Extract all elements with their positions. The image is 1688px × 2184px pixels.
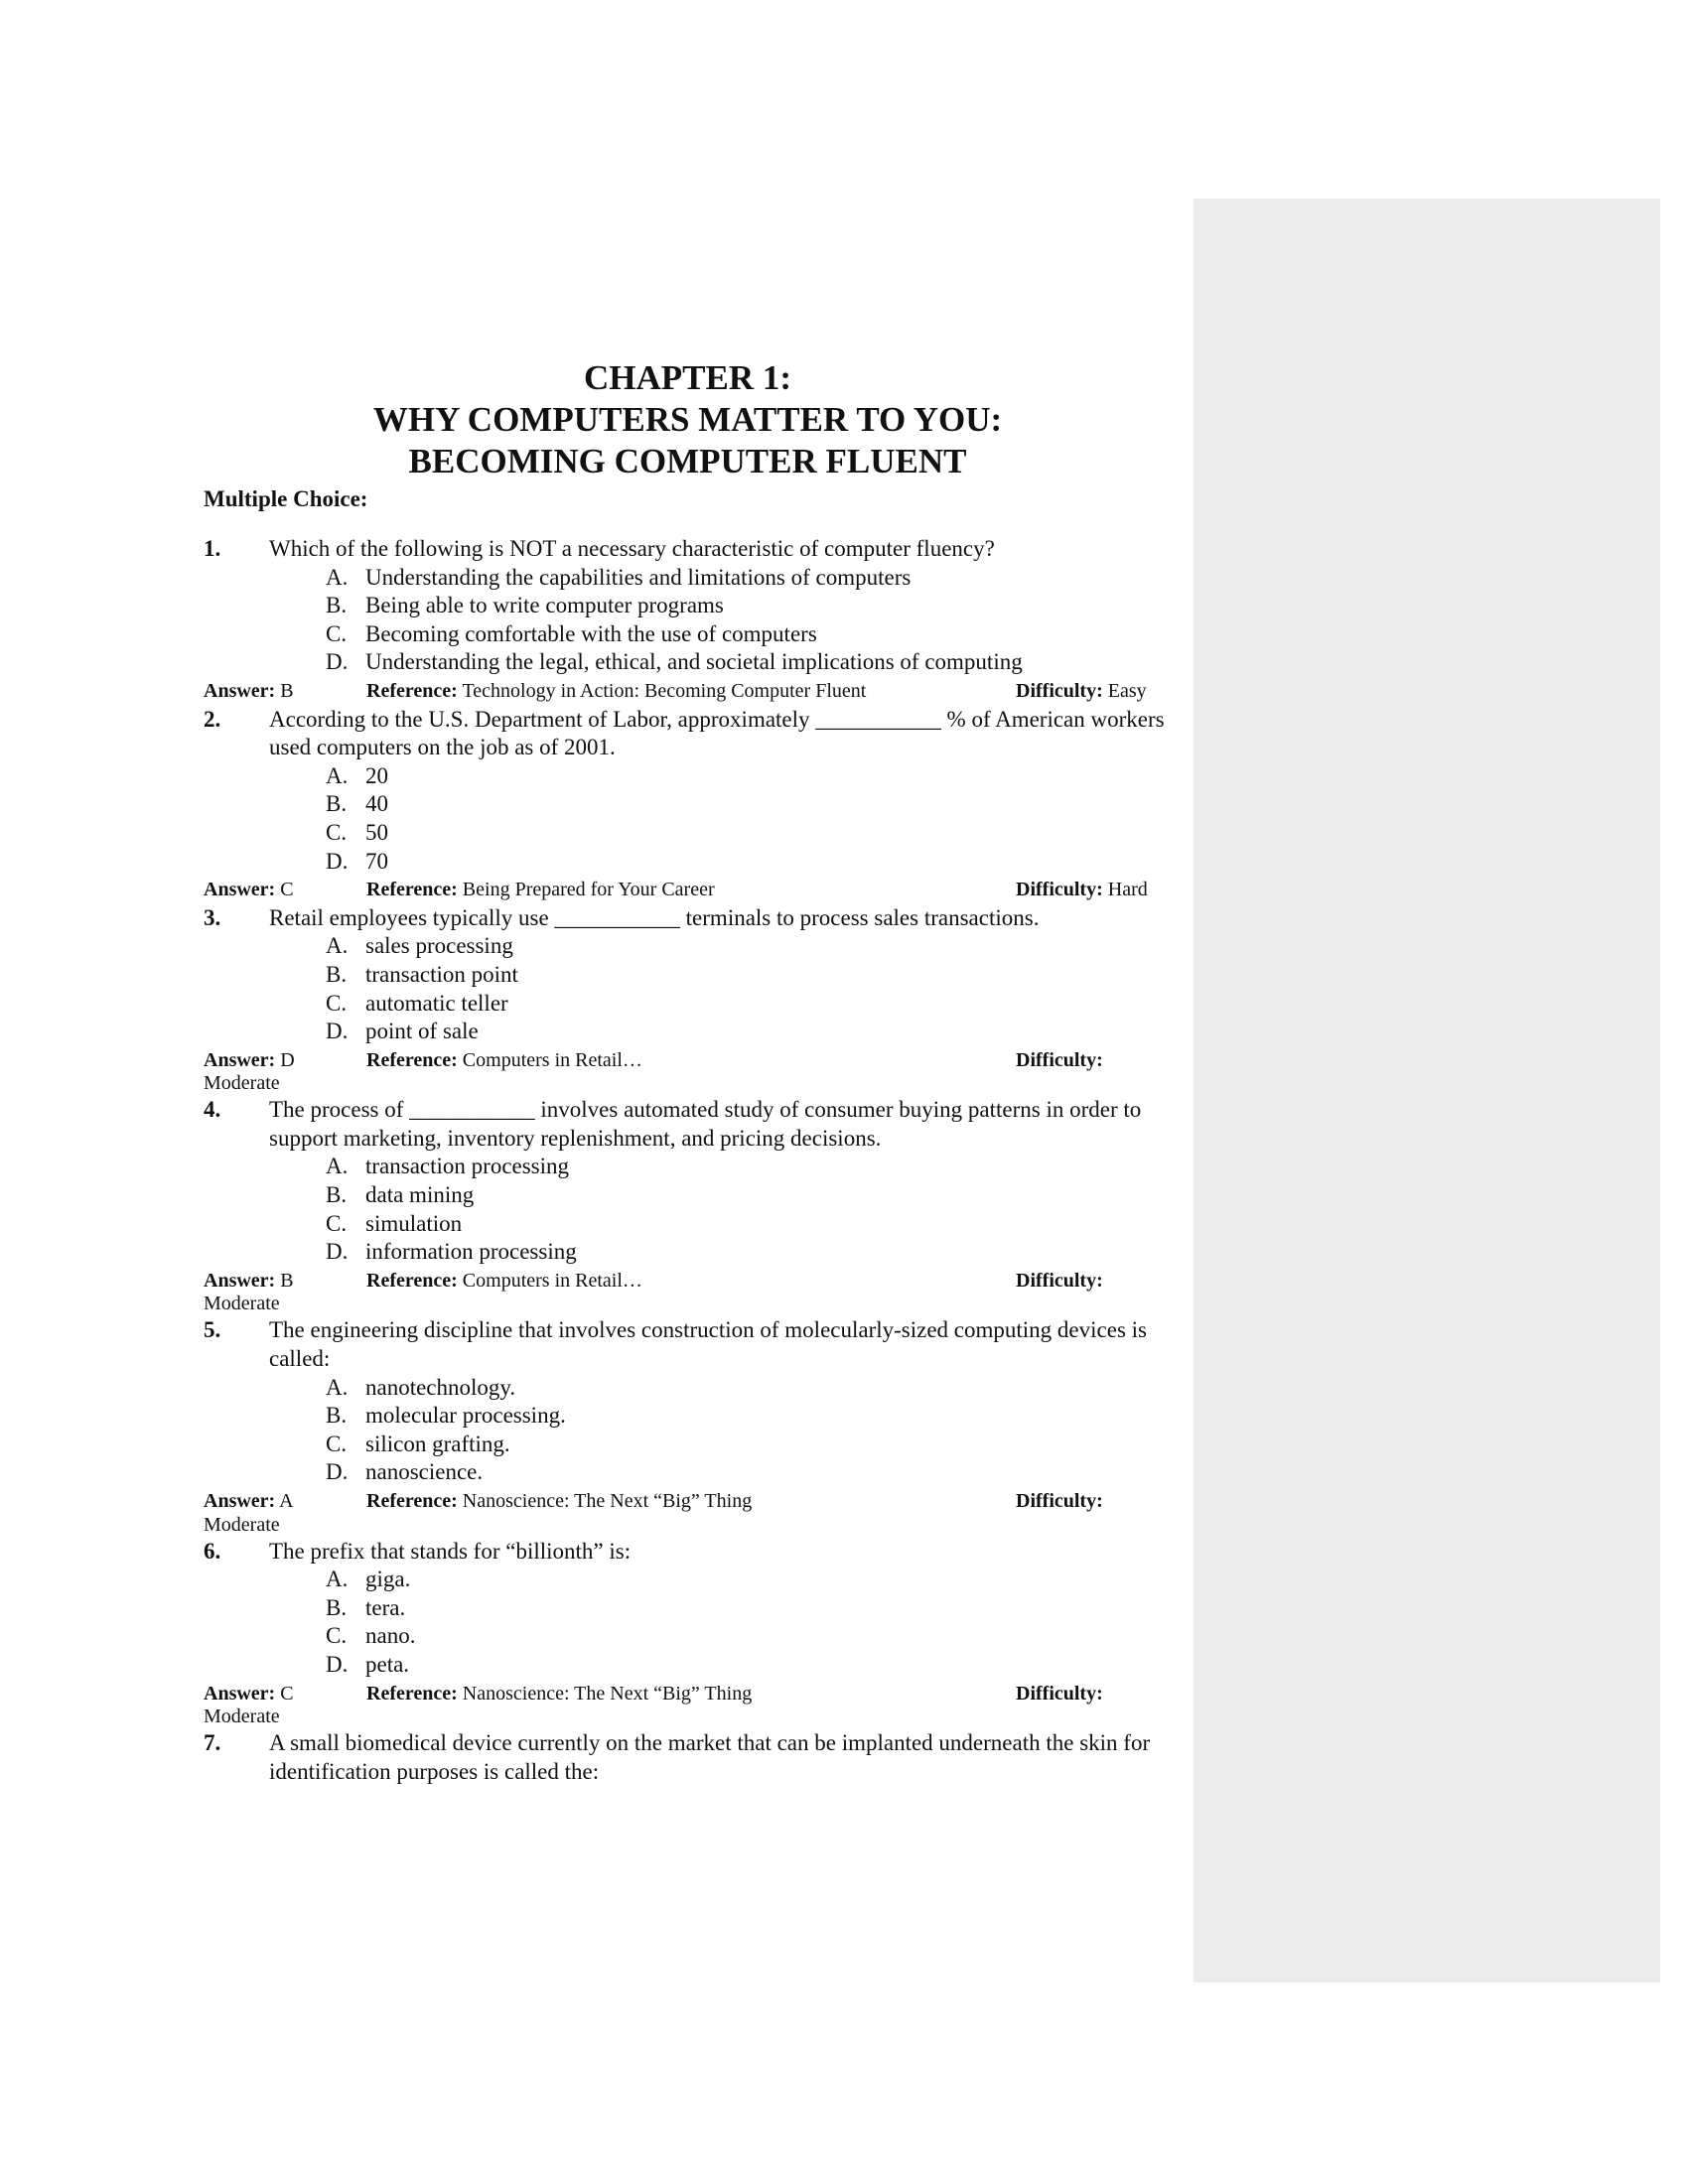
option-text: sales processing (365, 933, 513, 959)
answer-option (204, 1210, 1177, 1239)
option-text: 20 (365, 762, 388, 788)
reference-label: Reference: (366, 1048, 458, 1071)
difficulty-label: Difficulty: (1016, 1269, 1103, 1292)
answer-option (204, 648, 1177, 677)
option-letter: B. (326, 1182, 348, 1208)
answer-label: Answer: (204, 879, 276, 901)
question-stem (204, 535, 1177, 564)
reference-value: Being Prepared for Your Career (462, 879, 715, 901)
difficulty-label: Difficulty: (1016, 1048, 1103, 1071)
reference-label: Reference: (366, 679, 458, 702)
option-letter: D. (326, 1651, 349, 1677)
answer-option (204, 819, 1177, 848)
option-letter: C. (326, 819, 348, 845)
answer-option (204, 762, 1177, 791)
option-letter: B. (326, 1403, 348, 1429)
difficulty-field (1016, 1267, 1103, 1296)
difficulty-value: Moderate (204, 1293, 280, 1315)
answer-option (204, 961, 1177, 990)
answer-value: A (279, 1490, 294, 1512)
reference-value: Computers in Retail… (462, 1048, 642, 1071)
difficulty-value: Moderate (204, 1513, 280, 1536)
difficulty-label: Difficulty: (1016, 1682, 1103, 1705)
answer-meta-line (204, 876, 1177, 904)
question-list (204, 535, 1177, 1786)
option-text: nanotechnology. (365, 1374, 516, 1400)
answer-value: C (280, 1682, 294, 1705)
difficulty-field (1016, 1046, 1103, 1075)
option-text: 40 (365, 791, 388, 817)
section-heading: Multiple Choice: (204, 486, 368, 511)
reference-value: Technology in Action: Becoming Computer Fluent (462, 679, 867, 702)
option-text: transaction processing (365, 1154, 570, 1179)
answer-value: D (280, 1048, 295, 1071)
difficulty-value: Hard (1107, 879, 1148, 901)
answer-value: B (280, 1269, 294, 1292)
answer-meta-line (204, 1046, 1177, 1075)
option-text: nanoscience. (365, 1459, 484, 1485)
option-text: data mining (365, 1182, 475, 1208)
difficulty-value: Easy (1107, 679, 1147, 702)
option-text: molecular processing. (365, 1403, 566, 1429)
option-letter: A. (326, 564, 349, 590)
answer-option (204, 1238, 1177, 1267)
title-line: BECOMING COMPUTER FLUENT (408, 442, 967, 480)
option-text: nano. (365, 1623, 416, 1649)
difficulty-label: Difficulty: (1016, 1490, 1103, 1512)
option-text: tera. (365, 1594, 406, 1620)
question-number: 7. (204, 1730, 221, 1756)
option-text: 70 (365, 848, 388, 874)
answer-option (204, 848, 1177, 877)
answer-option (204, 932, 1177, 961)
difficulty-field (1016, 876, 1148, 904)
answer-option (204, 1374, 1177, 1403)
option-letter: D. (326, 848, 349, 874)
reference-label: Reference: (366, 879, 458, 901)
difficulty-label: Difficulty: (1016, 879, 1103, 901)
option-letter: B. (326, 593, 348, 618)
question-block (204, 1538, 1177, 1730)
answer-field (204, 1680, 366, 1708)
option-text: silicon grafting. (365, 1431, 510, 1456)
option-letter: D. (326, 649, 349, 675)
question-stem (204, 706, 1177, 762)
question-number: 5. (204, 1317, 221, 1343)
question-block (204, 904, 1177, 1097)
answer-meta-line (204, 1487, 1177, 1516)
title-line: CHAPTER 1: (583, 358, 792, 397)
question-number: 1. (204, 536, 221, 561)
question-number: 6. (204, 1538, 221, 1564)
option-text: Understanding the legal, ethical, and societal implications of computing (365, 649, 1023, 675)
answer-label: Answer: (204, 679, 276, 702)
reference-label: Reference: (366, 1682, 458, 1705)
reference-field (366, 1046, 1016, 1075)
option-letter: D. (326, 1459, 349, 1485)
option-text: Being able to write computer programs (365, 593, 724, 618)
option-text: peta. (365, 1651, 410, 1677)
option-letter: D. (326, 1239, 349, 1265)
answer-option (204, 1402, 1177, 1431)
difficulty-field (1016, 1487, 1103, 1516)
answer-label: Answer: (204, 1269, 276, 1292)
comment-margin-pane (1194, 199, 1660, 1982)
option-text: simulation (365, 1210, 463, 1236)
difficulty-value: Moderate (204, 1706, 280, 1728)
difficulty-label: Difficulty: (1016, 679, 1103, 702)
option-letter: C. (326, 1210, 348, 1236)
answer-option (204, 564, 1177, 593)
question-block (204, 706, 1177, 904)
option-letter: B. (326, 791, 348, 817)
option-text: 50 (365, 819, 388, 845)
reference-value: Nanoscience: The Next “Big” Thing (462, 1490, 753, 1512)
question-text: Which of the following is NOT a necessary characteristic of computer fluency? (269, 536, 995, 561)
option-letter: C. (326, 1623, 348, 1649)
option-text: transaction point (365, 961, 518, 987)
answer-option (204, 1458, 1177, 1487)
reference-field (366, 677, 1016, 706)
question-text: According to the U.S. Department of Labor, approximately ___________ % of American workers used computers on the job as of 2001. (269, 706, 1165, 760)
reference-field (366, 1267, 1016, 1296)
answer-meta-line (204, 1680, 1177, 1708)
question-stem (204, 1538, 1177, 1567)
option-letter: B. (326, 1594, 348, 1620)
answer-option (204, 1566, 1177, 1594)
question-stem (204, 1729, 1177, 1786)
question-stem (204, 1316, 1177, 1373)
question-block (204, 1729, 1177, 1786)
chapter-title (204, 357, 1172, 482)
option-text: Becoming comfortable with the use of computers (365, 620, 817, 646)
reference-value: Computers in Retail… (462, 1269, 642, 1292)
answer-meta-line (204, 677, 1177, 706)
question-block (204, 1316, 1177, 1537)
question-text: Retail employees typically use ___________ terminals to process sales transactions. (269, 904, 1040, 930)
title-line: WHY COMPUTERS MATTER TO YOU: (372, 400, 1003, 439)
answer-option (204, 1153, 1177, 1181)
answer-option (204, 990, 1177, 1019)
option-letter: A. (326, 933, 349, 959)
question-text: The process of ___________ involves automated study of consumer buying patterns in order to support marketing, inventory replenishment, and pricing decisions. (269, 1097, 1142, 1151)
question-stem (204, 1096, 1177, 1153)
option-letter: C. (326, 620, 348, 646)
option-letter: A. (326, 1567, 349, 1592)
answer-value: B (280, 679, 294, 702)
answer-field (204, 1487, 366, 1516)
option-letter: A. (326, 1374, 349, 1400)
answer-option (204, 1431, 1177, 1459)
option-letter: D. (326, 1019, 349, 1044)
difficulty-field (1016, 677, 1147, 706)
answer-option (204, 620, 1177, 649)
option-text: giga. (365, 1567, 411, 1592)
answer-option (204, 1622, 1177, 1651)
question-number: 2. (204, 706, 221, 732)
reference-field (366, 1680, 1016, 1708)
question-number: 3. (204, 904, 221, 930)
answer-field (204, 1267, 366, 1296)
option-text: automatic teller (365, 990, 508, 1016)
answer-label: Answer: (204, 1682, 276, 1705)
reference-label: Reference: (366, 1490, 458, 1512)
answer-field (204, 677, 366, 706)
answer-option (204, 1594, 1177, 1623)
question-stem (204, 904, 1177, 933)
option-letter: C. (326, 1431, 348, 1456)
option-letter: C. (326, 990, 348, 1016)
answer-option (204, 1181, 1177, 1210)
reference-value: Nanoscience: The Next “Big” Thing (462, 1682, 753, 1705)
option-letter: B. (326, 961, 348, 987)
answer-option (204, 1018, 1177, 1046)
answer-option (204, 592, 1177, 620)
question-text: A small biomedical device currently on the market that can be implanted underneath the skin for identification purposes is called the: (269, 1730, 1151, 1784)
question-number: 4. (204, 1097, 221, 1123)
answer-field (204, 1046, 366, 1075)
answer-value: C (280, 879, 294, 901)
question-text: The prefix that stands for “billionth” is: (269, 1538, 632, 1564)
difficulty-field (1016, 1680, 1103, 1708)
option-letter: A. (326, 1154, 349, 1179)
option-text: point of sale (365, 1019, 479, 1044)
answer-meta-line (204, 1267, 1177, 1296)
reference-field (366, 876, 1016, 904)
question-block (204, 535, 1177, 706)
option-text: information processing (365, 1239, 577, 1265)
answer-option (204, 790, 1177, 819)
difficulty-value: Moderate (204, 1072, 280, 1095)
question-text: The engineering discipline that involves construction of molecularly-sized computing devices is called: (269, 1317, 1147, 1372)
question-block (204, 1096, 1177, 1316)
answer-label: Answer: (204, 1048, 276, 1071)
option-letter: A. (326, 762, 349, 788)
option-text: Understanding the capabilities and limitations of computers (365, 564, 912, 590)
reference-field (366, 1487, 1016, 1516)
answer-label: Answer: (204, 1490, 276, 1512)
reference-label: Reference: (366, 1269, 458, 1292)
answer-field (204, 876, 366, 904)
answer-option (204, 1651, 1177, 1680)
